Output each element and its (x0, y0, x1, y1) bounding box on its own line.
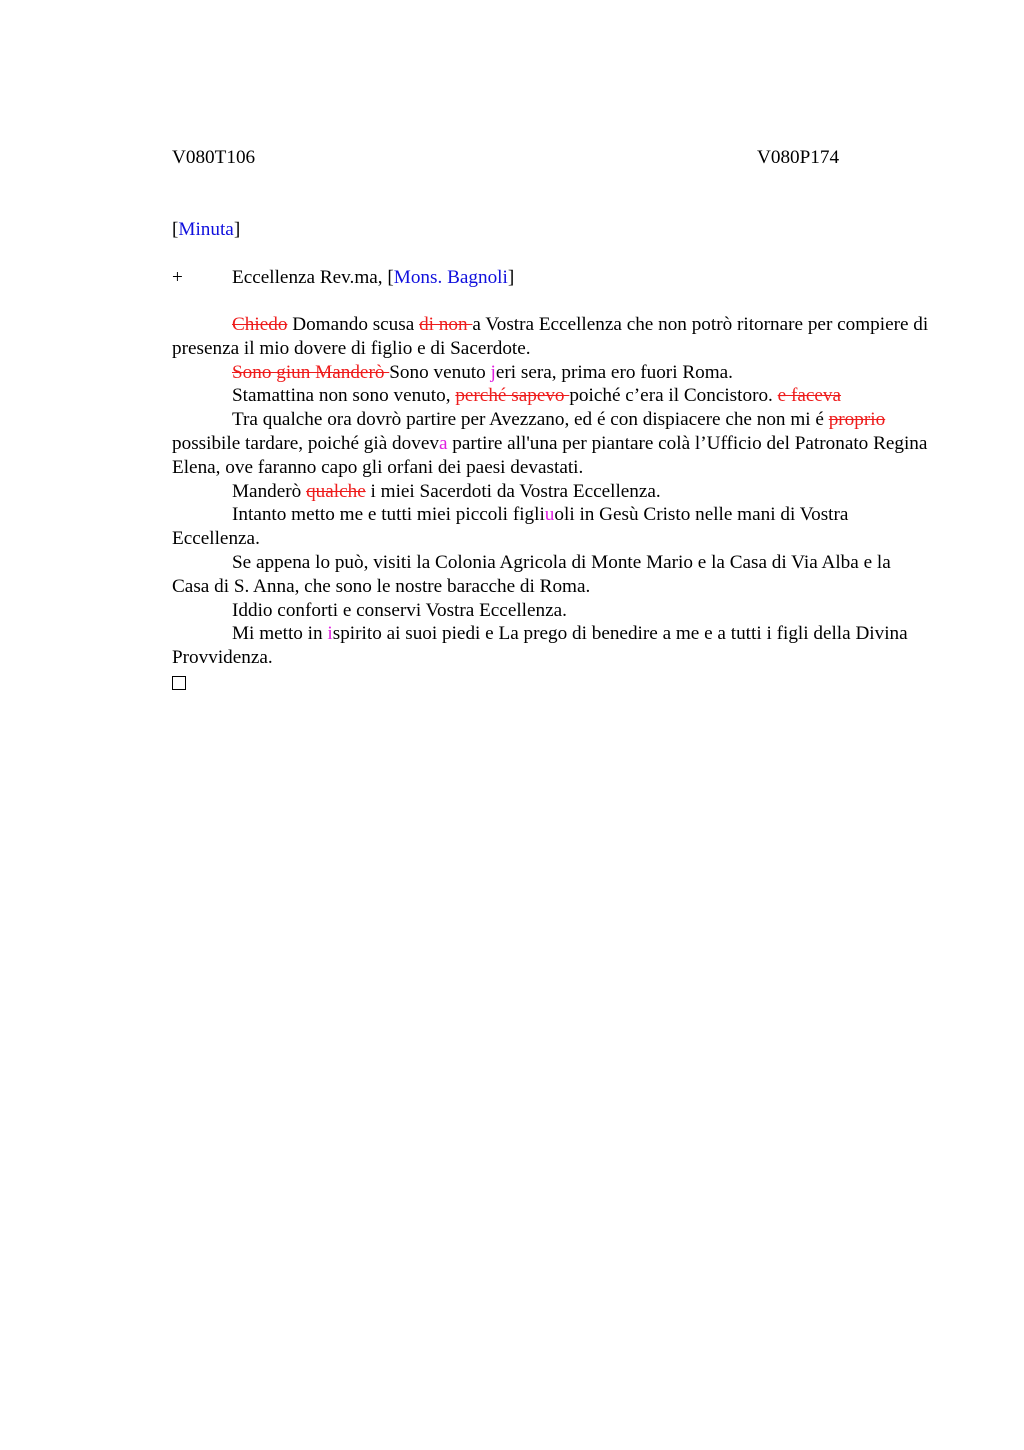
paragraph-2 (172, 361, 932, 385)
recipient-name: Mons. Bagnoli (393, 267, 508, 288)
deleted-text: Chiedo (232, 314, 288, 335)
cross-symbol: + (172, 267, 183, 288)
deleted-text: qualche (306, 480, 366, 502)
text-run: i miei Sacerdoti da Vostra Eccellenza. (365, 480, 661, 502)
text-run: Sono venuto (389, 361, 491, 383)
corrected-letter: i (327, 623, 333, 645)
letter-body (172, 313, 932, 690)
text-run: Iddio conforti e conservi Vostra Eccellenza. (232, 599, 567, 621)
paragraph-1 (172, 313, 932, 361)
text-run: Intanto metto me e tutti miei piccoli figli (232, 504, 545, 526)
text-run: Domando scusa (287, 314, 420, 335)
deleted-text: perché sapevo (455, 385, 570, 407)
end-box-icon (172, 676, 186, 690)
paragraph-7 (172, 551, 932, 599)
paragraph-9 (172, 622, 932, 670)
text-run: Mi metto in (232, 623, 328, 645)
text-run: possibile tardare, poiché già dovev (172, 432, 439, 454)
text-run: Stamattina non sono venuto, (232, 385, 456, 407)
paragraph-4 (172, 408, 932, 479)
paragraph-5 (172, 480, 932, 504)
corrected-letter: j (490, 361, 496, 383)
paragraph-3 (172, 384, 932, 408)
text-run: a Vostra Eccellenza che non potrò ritornare per compiere di presenza il mio dovere di figlio e di Sacerdote. (172, 314, 929, 359)
text-run: Tra qualche ora dovrò partire per Avezzano, ed é con dispiacere che non mi é (232, 409, 829, 431)
text-run: eri sera, prima ero fuori Roma. (495, 361, 733, 383)
document-code-right: V080P174 (757, 147, 840, 168)
bracket-close: ] (507, 267, 515, 288)
minuta-text: Minuta (178, 219, 234, 240)
text-run: spirito ai suoi piedi e La prego di benedire a me e a tutti i figli della Divina Provvidenza. (172, 623, 908, 669)
corrected-letter: a (438, 432, 448, 454)
text-run: poiché c’era il Concistoro. (569, 385, 778, 407)
text-run: partire all'una per piantare colà l’Ufficio del Patronato Regina Elena, ove faranno capo gli orfani dei paesi devastati. (172, 432, 928, 478)
text-run: Manderò (232, 480, 307, 502)
paragraph-6 (172, 503, 932, 551)
text-run: oli in Gesù Cristo nelle mani di Vostra Eccellenza. (172, 504, 849, 550)
salutation (172, 266, 932, 290)
deleted-text: di non (419, 314, 473, 335)
bracket-open: [ (172, 219, 179, 240)
deleted-text: Sono giun Manderò (232, 361, 390, 383)
bracket-close: ] (233, 219, 241, 240)
minuta-label (172, 218, 932, 242)
salutation-text: Eccellenza Rev.ma, [ (232, 267, 394, 288)
corrected-letter: u (544, 504, 555, 526)
deleted-text: proprio (828, 409, 886, 431)
paragraph-8 (172, 599, 932, 623)
document-code-left: V080T106 (172, 147, 256, 168)
text-run: Se appena lo può, visiti la Colonia Agricola di Monte Mario e la Casa di Via Alba e la Casa di S. Anna, che sono le nostre baracche di Roma. (172, 551, 891, 597)
deleted-text: e faceva (777, 385, 842, 407)
